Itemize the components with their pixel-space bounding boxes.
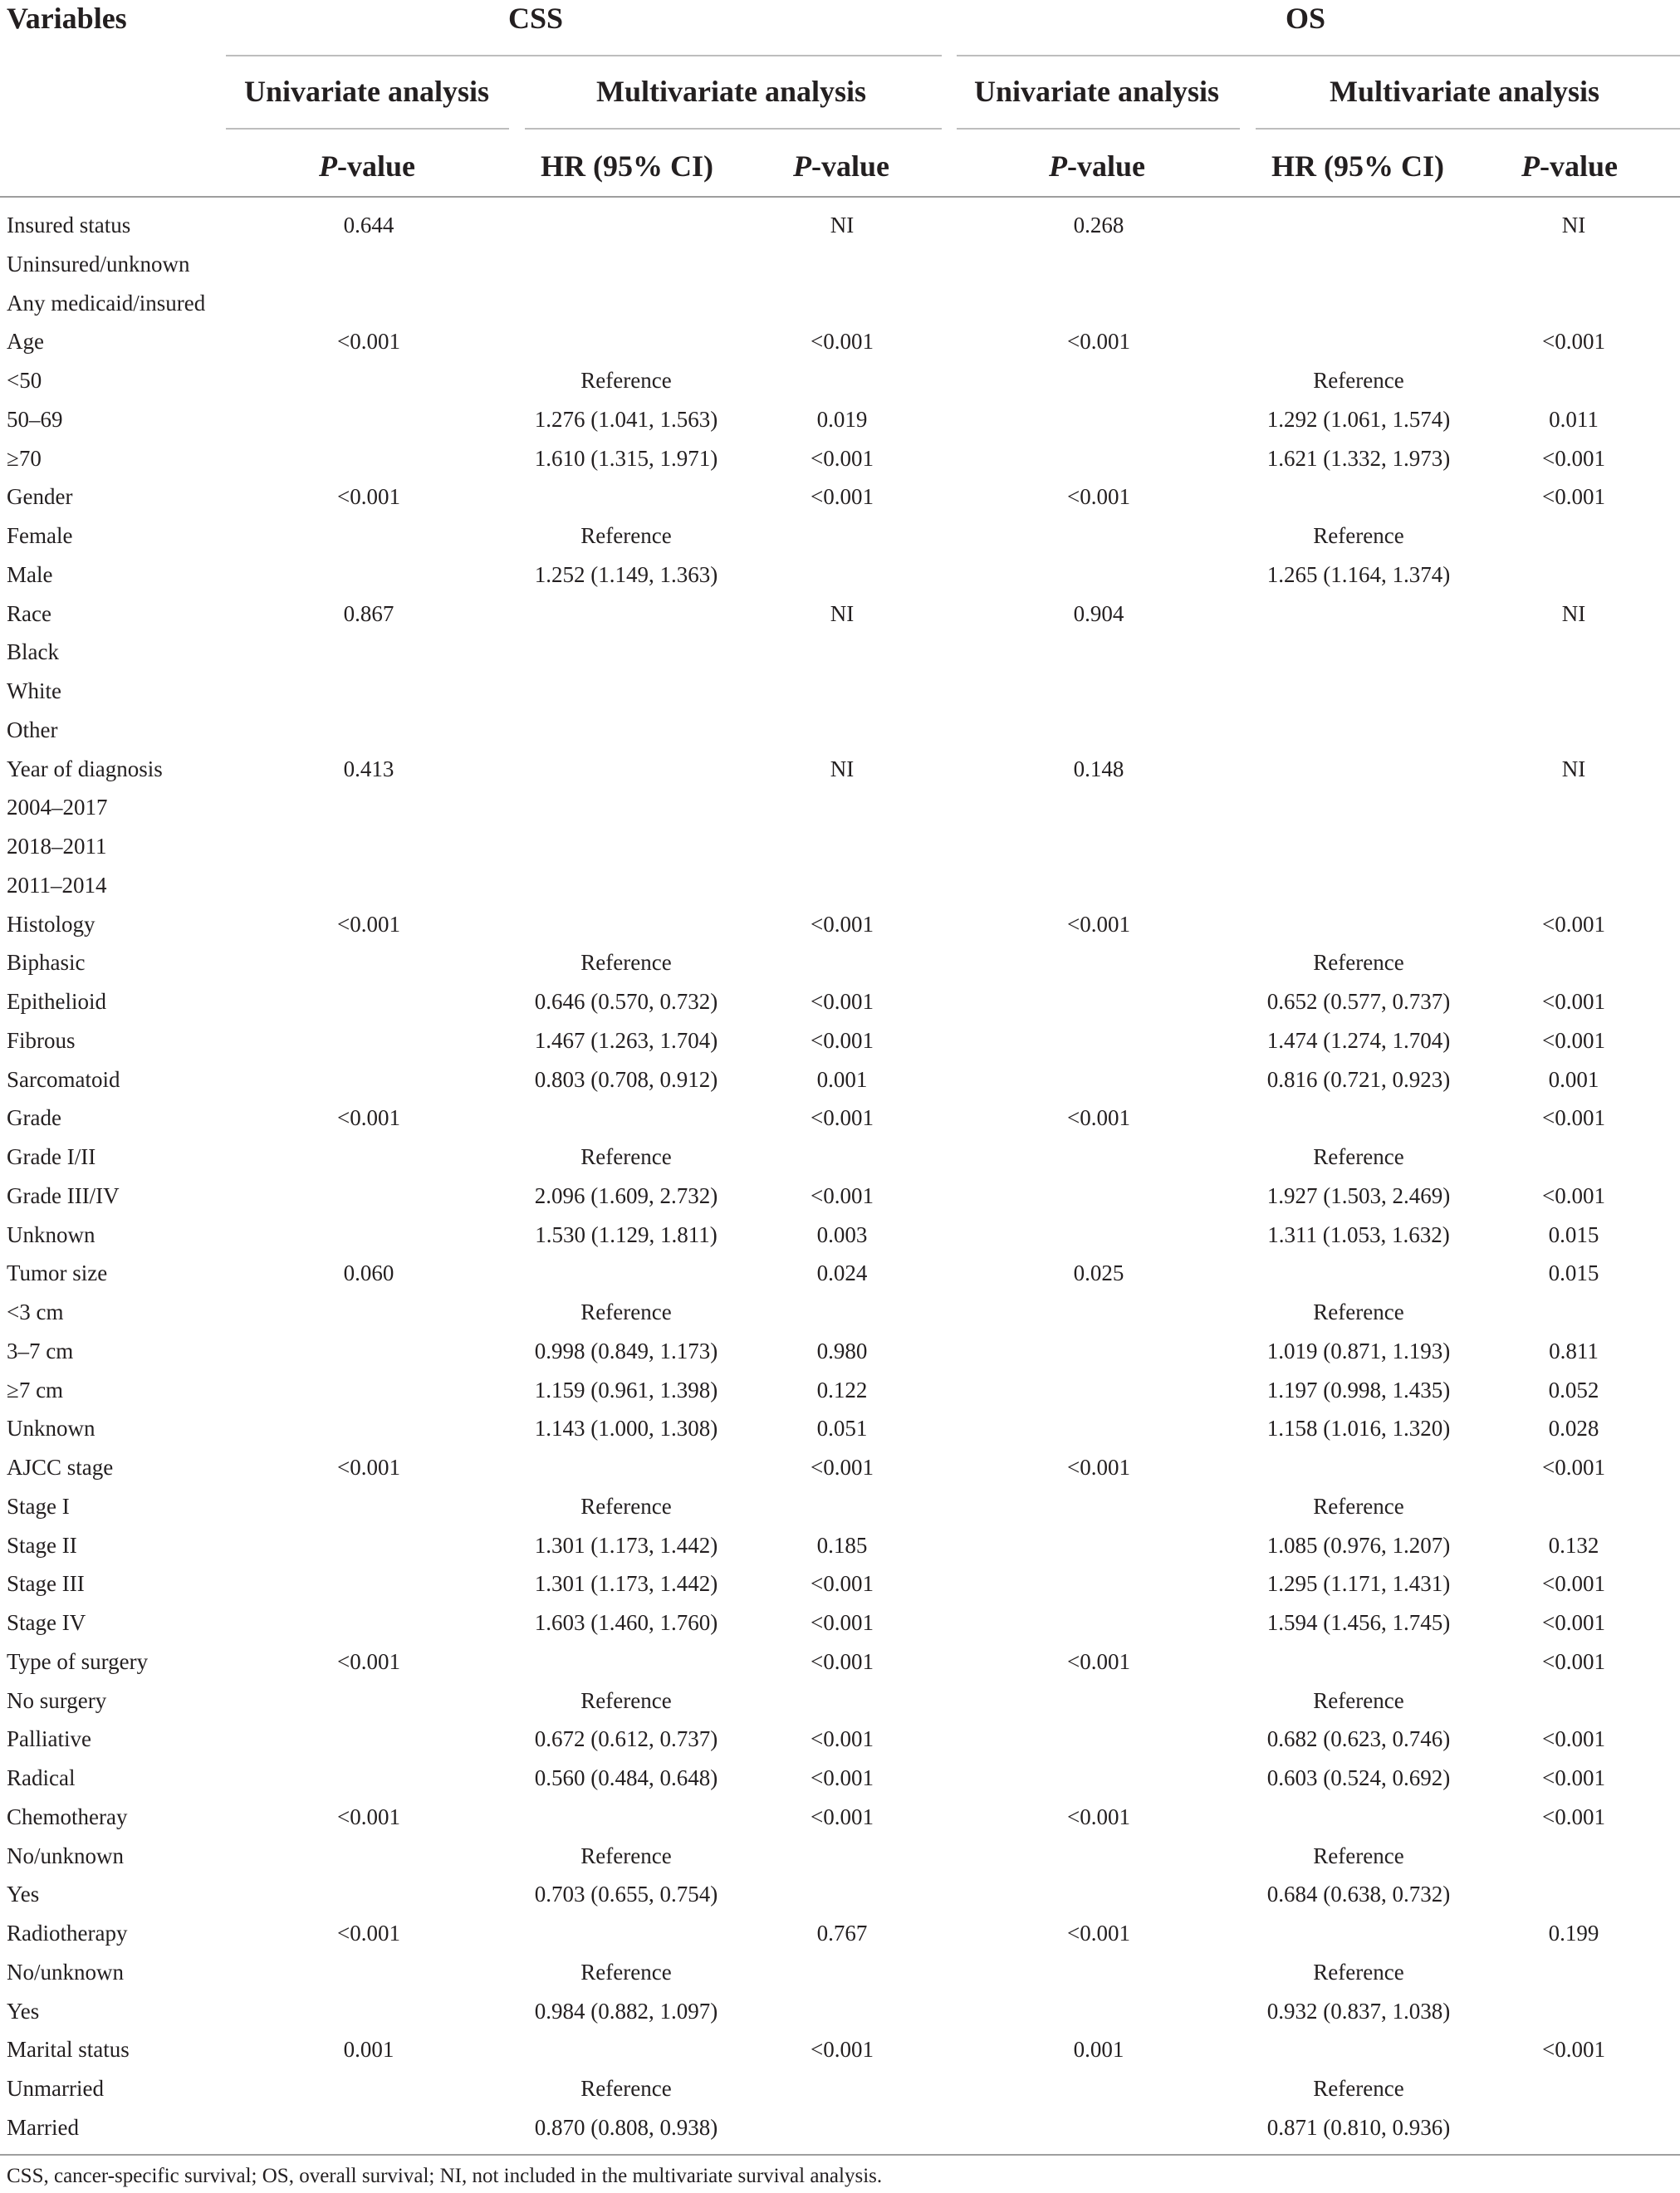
os-hr: 0.684 (0.638, 0.732)	[1266, 1882, 1451, 1907]
row-label: Uninsured/unknown	[7, 252, 190, 277]
os-hr: Reference	[1313, 1960, 1404, 1985]
os-univariate-p: <0.001	[1067, 484, 1130, 509]
css-multivariate-p: <0.001	[811, 484, 874, 509]
css-hr: 1.530 (1.129, 1.811)	[535, 1222, 718, 1247]
os-univariate-p: 0.001	[1073, 2037, 1124, 2062]
css-hr: 0.646 (0.570, 0.732)	[534, 989, 718, 1014]
row-label: White	[7, 678, 61, 703]
row-label: 2004–2017	[7, 795, 108, 820]
os-hr: 0.932 (0.837, 1.038)	[1266, 1999, 1451, 2024]
row-label: AJCC stage	[7, 1455, 114, 1480]
row-label: Female	[7, 523, 73, 548]
row-label: Yes	[7, 1999, 40, 2024]
os-univariate-p: <0.001	[1067, 1804, 1130, 1829]
header-os: OS	[1286, 2, 1326, 35]
css-group-rule	[226, 55, 942, 56]
css-multivariate-p: 0.003	[816, 1222, 868, 1247]
css-univariate-p: 0.060	[343, 1260, 394, 1285]
os-univariate-p: <0.001	[1067, 329, 1130, 354]
css-hr: Reference	[580, 368, 672, 393]
css-univariate-p: <0.001	[337, 1804, 400, 1829]
os-multivariate-p: 0.811	[1549, 1339, 1599, 1363]
css-multivariate-p: 0.185	[816, 1533, 868, 1558]
row-label: Grade III/IV	[7, 1183, 120, 1208]
css-multivariate-p: <0.001	[811, 2037, 874, 2062]
os-multivariate-rule	[1256, 128, 1680, 130]
css-hr: 0.560 (0.484, 0.648)	[534, 1765, 718, 1790]
os-multivariate-p: <0.001	[1542, 1804, 1605, 1829]
row-label: Stage II	[7, 1533, 77, 1558]
css-hr: 1.603 (1.460, 1.760)	[534, 1610, 718, 1635]
os-univariate-rule	[957, 128, 1240, 130]
row-label: 3–7 cm	[7, 1339, 74, 1363]
row-label: Fibrous	[7, 1028, 76, 1053]
os-hr: 1.594 (1.456, 1.745)	[1266, 1610, 1451, 1635]
header-bottom-rule	[0, 196, 1680, 198]
header-css-univariate: Univariate analysis	[244, 75, 490, 108]
os-hr: 1.474 (1.274, 1.704)	[1266, 1028, 1451, 1053]
os-multivariate-p: <0.001	[1542, 1183, 1605, 1208]
css-hr: 1.467 (1.263, 1.704)	[534, 1028, 718, 1053]
os-univariate-p: <0.001	[1067, 1649, 1130, 1674]
row-label: Histology	[7, 912, 96, 937]
css-multivariate-p: <0.001	[811, 446, 874, 471]
os-hr: 1.085 (0.976, 1.207)	[1266, 1533, 1451, 1558]
css-multivariate-p: <0.001	[811, 1726, 874, 1751]
row-label: Unknown	[7, 1222, 96, 1247]
css-univariate-p: <0.001	[337, 484, 400, 509]
os-univariate-p: <0.001	[1067, 1921, 1130, 1946]
row-label: Sarcomatoid	[7, 1067, 120, 1092]
row-label: Unknown	[7, 1416, 96, 1441]
os-hr: 1.265 (1.164, 1.374)	[1266, 562, 1451, 587]
css-hr: Reference	[580, 1688, 672, 1713]
row-label: ≥7 cm	[7, 1378, 64, 1402]
row-label: Married	[7, 2115, 79, 2140]
header-css-univariate-pvalue: P-value	[319, 149, 415, 183]
os-multivariate-p: 0.015	[1548, 1222, 1599, 1247]
css-univariate-p: 0.413	[343, 756, 394, 781]
os-hr: 0.682 (0.623, 0.746)	[1266, 1726, 1451, 1751]
os-hr: 1.292 (1.061, 1.574)	[1266, 407, 1451, 432]
css-hr: 1.276 (1.041, 1.563)	[534, 407, 718, 432]
header-os-multivariate-pvalue: P-value	[1521, 149, 1618, 183]
css-multivariate-p: NI	[830, 601, 855, 626]
os-multivariate-p: 0.028	[1548, 1416, 1599, 1441]
css-univariate-p: <0.001	[337, 1455, 400, 1480]
os-multivariate-p: <0.001	[1542, 1455, 1605, 1480]
os-hr: 1.927 (1.503, 2.469)	[1266, 1183, 1451, 1208]
row-label: No/unknown	[7, 1960, 124, 1985]
os-hr: 1.621 (1.332, 1.973)	[1266, 446, 1451, 471]
os-multivariate-p: 0.011	[1549, 407, 1599, 432]
css-multivariate-p: <0.001	[811, 1105, 874, 1130]
os-multivariate-p: <0.001	[1542, 1571, 1605, 1596]
css-multivariate-rule	[525, 128, 942, 130]
css-multivariate-p: <0.001	[811, 329, 874, 354]
css-hr: 0.803 (0.708, 0.912)	[534, 1067, 718, 1092]
row-label: 2011–2014	[7, 873, 107, 898]
row-label: <50	[7, 368, 42, 393]
os-univariate-p: 0.148	[1073, 756, 1124, 781]
os-multivariate-p: 0.199	[1548, 1921, 1599, 1946]
os-multivariate-p: <0.001	[1542, 1726, 1605, 1751]
row-label: <3 cm	[7, 1300, 64, 1324]
row-label: Age	[7, 329, 44, 354]
css-multivariate-p: 0.980	[816, 1339, 868, 1363]
row-label: Black	[7, 639, 59, 664]
css-univariate-p: 0.001	[343, 2037, 394, 2062]
os-hr: 0.652 (0.577, 0.737)	[1266, 989, 1451, 1014]
css-multivariate-p: 0.001	[816, 1067, 868, 1092]
css-hr: Reference	[580, 2076, 672, 2101]
row-label: Radiotherapy	[7, 1921, 128, 1946]
os-hr: Reference	[1313, 1688, 1404, 1713]
os-hr: 1.197 (0.998, 1.435)	[1266, 1378, 1451, 1402]
css-multivariate-p: 0.019	[816, 407, 868, 432]
os-univariate-p: 0.904	[1073, 601, 1124, 626]
css-univariate-p: 0.644	[343, 213, 394, 237]
css-hr: 1.610 (1.315, 1.971)	[534, 446, 718, 471]
css-univariate-rule	[226, 128, 509, 130]
css-hr: Reference	[580, 1960, 672, 1985]
css-multivariate-p: <0.001	[811, 1765, 874, 1790]
css-univariate-p: <0.001	[337, 1921, 400, 1946]
css-multivariate-p: NI	[830, 213, 855, 237]
row-label: Insured status	[7, 213, 131, 237]
css-hr: Reference	[580, 1300, 672, 1324]
row-label: No/unknown	[7, 1843, 124, 1868]
row-label: Unmarried	[7, 2076, 104, 2101]
css-multivariate-p: <0.001	[811, 1028, 874, 1053]
row-label: ≥70	[7, 446, 42, 471]
css-hr: 0.870 (0.808, 0.938)	[534, 2115, 718, 2140]
css-multivariate-p: <0.001	[811, 912, 874, 937]
header-variables: Variables	[7, 2, 127, 35]
css-hr: 1.252 (1.149, 1.363)	[534, 562, 718, 587]
row-label: Any medicaid/insured	[7, 291, 206, 316]
css-hr: Reference	[580, 950, 672, 975]
row-label: Biphasic	[7, 950, 86, 975]
header-css-multivariate: Multivariate analysis	[596, 75, 866, 108]
row-label: Palliative	[7, 1726, 91, 1751]
css-univariate-p: <0.001	[337, 912, 400, 937]
css-multivariate-p: <0.001	[811, 1804, 874, 1829]
row-label: Radical	[7, 1765, 76, 1790]
row-label: Stage IV	[7, 1610, 86, 1635]
os-hr: 1.158 (1.016, 1.320)	[1266, 1416, 1451, 1441]
os-multivariate-p: <0.001	[1542, 1649, 1605, 1674]
os-multivariate-p: <0.001	[1542, 484, 1605, 509]
os-hr: Reference	[1313, 1494, 1404, 1519]
header-css-multivariate-pvalue: P-value	[793, 149, 889, 183]
css-hr: 1.301 (1.173, 1.442)	[534, 1533, 718, 1558]
css-hr: 0.672 (0.612, 0.737)	[534, 1726, 718, 1751]
os-group-rule	[957, 55, 1680, 56]
os-multivariate-p: NI	[1561, 213, 1586, 237]
row-label: Yes	[7, 1882, 40, 1907]
row-label: Other	[7, 717, 58, 742]
os-multivariate-p: <0.001	[1542, 1028, 1605, 1053]
table-bottom-rule	[0, 2154, 1680, 2156]
row-label: Stage III	[7, 1571, 85, 1596]
row-label: Type of surgery	[7, 1649, 149, 1674]
css-univariate-p: 0.867	[343, 601, 394, 626]
os-multivariate-p: <0.001	[1542, 2037, 1605, 2062]
os-multivariate-p: 0.052	[1548, 1378, 1599, 1402]
css-multivariate-p: <0.001	[811, 989, 874, 1014]
css-multivariate-p: <0.001	[811, 1649, 874, 1674]
css-multivariate-p: 0.767	[816, 1921, 868, 1946]
os-hr: Reference	[1313, 368, 1404, 393]
css-multivariate-p: 0.051	[816, 1416, 868, 1441]
table-footnote: CSS, cancer-specific survival; OS, overall survival; NI, not included in the multivariate survival analysis.	[7, 2165, 883, 2187]
row-label: Race	[7, 601, 51, 626]
os-univariate-p: 0.268	[1073, 213, 1124, 237]
css-multivariate-p: 0.024	[816, 1260, 868, 1285]
row-label: Marital status	[7, 2037, 130, 2062]
os-multivariate-p: <0.001	[1542, 329, 1605, 354]
row-label: No surgery	[7, 1688, 107, 1713]
css-multivariate-p: <0.001	[811, 1183, 874, 1208]
row-label: 2018–2011	[7, 834, 107, 859]
css-hr: 0.703 (0.655, 0.754)	[534, 1882, 718, 1907]
css-hr: 1.143 (1.000, 1.308)	[534, 1416, 718, 1441]
os-multivariate-p: 0.132	[1548, 1533, 1599, 1558]
row-label: Gender	[7, 484, 73, 509]
os-univariate-p: 0.025	[1073, 1260, 1124, 1285]
os-hr: Reference	[1313, 523, 1404, 548]
os-hr: 0.871 (0.810, 0.936)	[1266, 2115, 1451, 2140]
header-os-multivariate: Multivariate analysis	[1330, 75, 1599, 108]
css-hr: 1.159 (0.961, 1.398)	[534, 1378, 718, 1402]
row-label: Grade	[7, 1105, 61, 1130]
os-hr: Reference	[1313, 1144, 1404, 1169]
os-multivariate-p: <0.001	[1542, 1610, 1605, 1635]
header-os-univariate: Univariate analysis	[974, 75, 1220, 108]
os-hr: Reference	[1313, 2076, 1404, 2101]
css-hr: Reference	[580, 1494, 672, 1519]
os-multivariate-p: <0.001	[1542, 912, 1605, 937]
header-css: CSS	[508, 2, 564, 35]
os-hr: 1.019 (0.871, 1.193)	[1266, 1339, 1451, 1363]
css-univariate-p: <0.001	[337, 1105, 400, 1130]
css-multivariate-p: <0.001	[811, 1610, 874, 1635]
os-hr: 0.816 (0.721, 0.923)	[1266, 1067, 1451, 1092]
os-multivariate-p: <0.001	[1542, 1105, 1605, 1130]
row-label: Year of diagnosis	[7, 756, 163, 781]
css-hr: Reference	[580, 1843, 672, 1868]
os-multivariate-p: <0.001	[1542, 989, 1605, 1014]
header-css-hr: HR (95% CI)	[541, 149, 713, 183]
os-univariate-p: <0.001	[1067, 1455, 1130, 1480]
os-hr: Reference	[1313, 1843, 1404, 1868]
css-multivariate-p: NI	[830, 756, 855, 781]
os-hr: 1.311 (1.053, 1.632)	[1267, 1222, 1450, 1247]
css-hr: 0.984 (0.882, 1.097)	[534, 1999, 718, 2024]
row-label: Chemotheray	[7, 1804, 128, 1829]
css-univariate-p: <0.001	[337, 1649, 400, 1674]
css-multivariate-p: 0.122	[816, 1378, 868, 1402]
css-multivariate-p: <0.001	[811, 1455, 874, 1480]
css-hr: Reference	[580, 523, 672, 548]
os-univariate-p: <0.001	[1067, 912, 1130, 937]
row-label: Epithelioid	[7, 989, 106, 1014]
css-hr: Reference	[580, 1144, 672, 1169]
os-hr: Reference	[1313, 950, 1404, 975]
os-hr: Reference	[1313, 1300, 1404, 1324]
row-label: 50–69	[7, 407, 63, 432]
os-hr: 0.603 (0.524, 0.692)	[1266, 1765, 1451, 1790]
os-multivariate-p: <0.001	[1542, 446, 1605, 471]
os-univariate-p: <0.001	[1067, 1105, 1130, 1130]
header-os-hr: HR (95% CI)	[1271, 149, 1444, 183]
css-hr: 1.301 (1.173, 1.442)	[534, 1571, 718, 1596]
os-multivariate-p: <0.001	[1542, 1765, 1605, 1790]
css-univariate-p: <0.001	[337, 329, 400, 354]
css-hr: 0.998 (0.849, 1.173)	[534, 1339, 718, 1363]
row-label: Stage I	[7, 1494, 70, 1519]
os-multivariate-p: 0.015	[1548, 1260, 1599, 1285]
header-os-univariate-pvalue: P-value	[1049, 149, 1145, 183]
row-label: Tumor size	[7, 1260, 108, 1285]
row-label: Male	[7, 562, 53, 587]
os-multivariate-p: NI	[1561, 601, 1586, 626]
os-multivariate-p: 0.001	[1548, 1067, 1599, 1092]
os-hr: 1.295 (1.171, 1.431)	[1266, 1571, 1451, 1596]
css-multivariate-p: <0.001	[811, 1571, 874, 1596]
os-multivariate-p: NI	[1561, 756, 1586, 781]
row-label: Grade I/II	[7, 1144, 96, 1169]
css-hr: 2.096 (1.609, 2.732)	[534, 1183, 718, 1208]
